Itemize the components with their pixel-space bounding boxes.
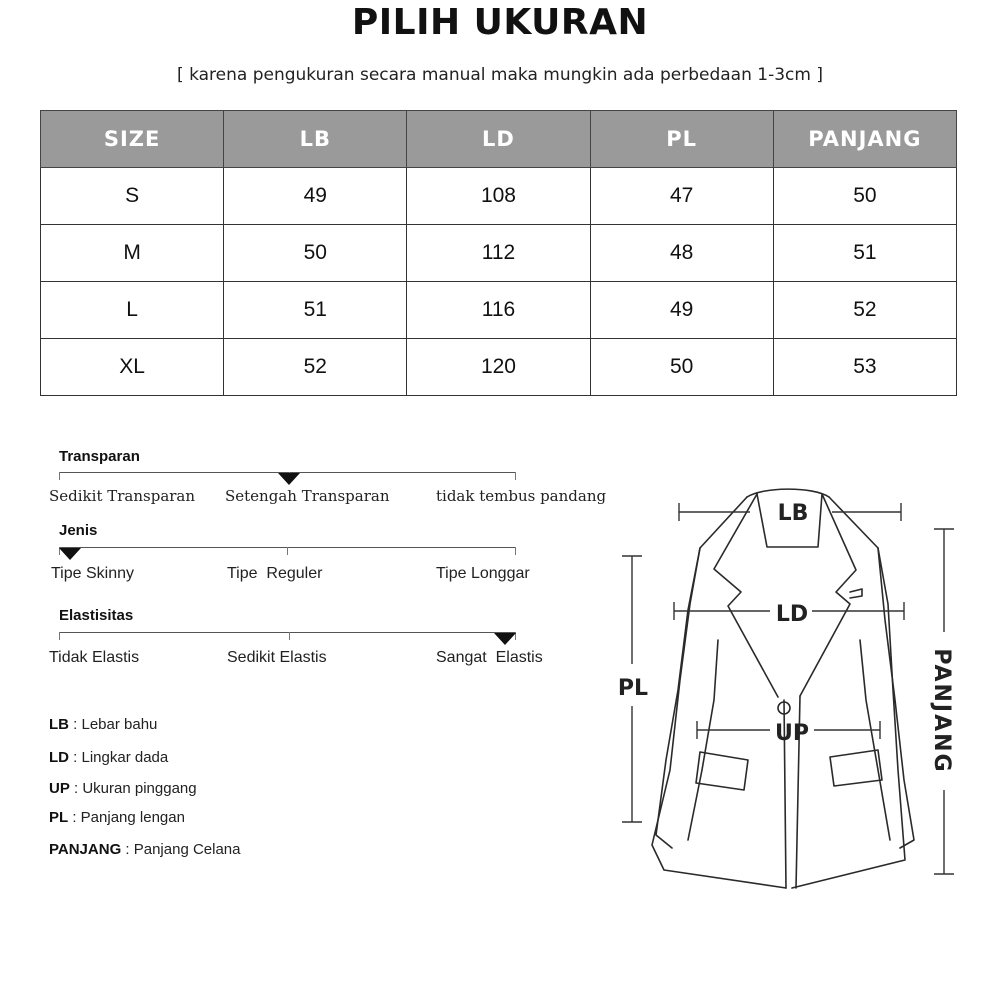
column-header-panjang: PANJANG [773,111,956,168]
legend-item-lb [49,716,157,733]
column-header-lb: LB [224,111,407,168]
table-cell: 50 [590,339,773,396]
legend-item-up [49,780,197,797]
scale-tick [59,632,60,640]
legend-desc: : Lebar bahu [69,716,158,733]
scale-marker-icon [278,473,300,485]
table-cell: 120 [407,339,590,396]
table-row [41,339,957,396]
legend-item-ld [49,749,168,766]
column-header-pl: PL [590,111,773,168]
table-cell: 112 [407,225,590,282]
page-title: PILIH UKURAN [351,2,649,43]
legend-abbr: LD [49,749,69,766]
table-cell: 108 [407,168,590,225]
scale-option: Tipe Longgar [436,565,530,582]
scale-tick [515,472,516,480]
table-cell: 51 [224,282,407,339]
diagram-label-lb: LB [777,501,809,526]
table-cell: 49 [590,282,773,339]
column-header-ld: LD [407,111,590,168]
legend-item-pl [49,809,185,826]
diagram-label-up: UP [775,721,809,746]
table-row [41,282,957,339]
scale-line [59,632,515,633]
legend-desc: : Lingkar dada [69,749,169,766]
scale-tick [287,547,288,555]
table-cell: 51 [773,225,956,282]
scale-option: Tidak Elastis [49,649,140,666]
legend-abbr: PL [49,809,69,826]
jacket-diagram [600,470,990,890]
table-cell: 52 [224,339,407,396]
scale-option: tidak tembus pandang [436,487,607,505]
table-cell: 50 [773,168,956,225]
measurement-note: [ karena pengukuran secara manual maka mungkin ada perbedaan 1-3cm ] [177,65,823,85]
legend-item-panjang [49,841,241,858]
legend-desc: : Panjang lengan [68,809,185,826]
scale-option: Sangat Elastis [436,649,543,666]
table-cell: 116 [407,282,590,339]
jacket-outline-icon [652,489,914,888]
legend-abbr: LB [49,716,69,733]
table-cell: L [41,282,224,339]
scale-tick [515,547,516,555]
table-cell: 47 [590,168,773,225]
scale-option: Sedikit Elastis [227,649,327,666]
table-cell: M [41,225,224,282]
scale-label-elastisitas: Elastisitas [59,607,134,624]
legend-abbr: PANJANG [49,841,122,858]
scale-option: Sedikit Transparan [49,487,196,505]
table-row [41,225,957,282]
scale-option: Setengah Transparan [225,487,390,505]
table-cell: 53 [773,339,956,396]
table-cell: XL [41,339,224,396]
diagram-label-panjang: PANJANG [929,648,954,774]
size-table [40,110,957,396]
column-header-size: SIZE [41,111,224,168]
table-cell: 48 [590,225,773,282]
table-cell: S [41,168,224,225]
diagram-label-pl: PL [617,676,649,701]
measure-lines [622,503,954,874]
scale-marker-icon [494,633,516,645]
diagram-label-ld: LD [775,602,809,627]
table-cell: 52 [773,282,956,339]
scale-option: Tipe Skinny [51,565,134,582]
size-table-header [41,111,957,168]
legend-desc: : Ukuran pinggang [69,780,197,797]
table-cell: 49 [224,168,407,225]
table-cell: 50 [224,225,407,282]
scale-tick [289,632,290,640]
scale-label-jenis: Jenis [59,522,98,539]
legend-desc: : Panjang Celana [121,841,241,858]
table-row [41,168,957,225]
scale-option: Tipe Reguler [227,565,323,582]
scale-tick [59,472,60,480]
scale-label-transparan: Transparan [59,448,140,465]
scale-marker-icon [59,548,81,560]
legend-abbr: UP [49,780,70,797]
